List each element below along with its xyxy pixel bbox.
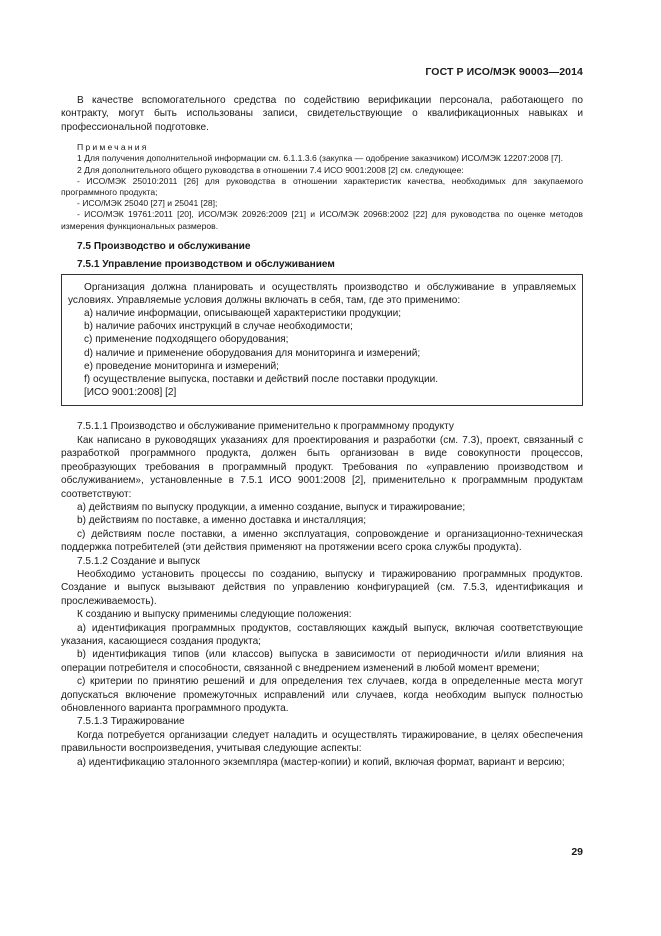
quoted-requirement-box	[61, 274, 583, 407]
box-item-b: b) наличие рабочих инструкций в случае необходимости;	[84, 321, 353, 333]
clause-7512-item-b: b) идентификация типов (или классов) выпуска в зависимости от периодичности и/или влияния на операции потребителя и способности, связанной с внедрением изменений в любой момент времени;	[61, 649, 583, 674]
clause-7512-paragraph-2: К созданию и выпуску применимы следующие положения:	[77, 609, 352, 621]
notes-heading: Примечания	[77, 142, 149, 153]
note-2: 2 Для дополнительного общего руководства в отношении 7.4 ИСО 9001:2008 [2] см. следующее:	[77, 164, 464, 175]
box-item-f: f) осуществление выпуска, поставки и действий после поставки продукции.	[84, 374, 439, 386]
intro-paragraph: В качестве вспомогательного средства по содействию верификации персонала, работающего по контракту, могут быть использованы записи, свидетельствующие о квалификационных навыках и профессиональной подготовке.	[61, 95, 583, 133]
clause-7511-item-a: a) действиям по выпуску продукции, а именно создание, выпуск и тиражирование;	[77, 501, 466, 513]
clause-7512-title: 7.5.1.2 Создание и выпуск	[77, 555, 200, 567]
note-2-item-1: - ИСО/МЭК 25010:2011 [26] для руководства в отношении характеристик качества, необходимых для закупаемого программного продукта;	[61, 175, 583, 198]
standard-header: ГОСТ Р ИСО/МЭК 90003—2014	[425, 66, 583, 78]
box-item-c: c) применение подходящего оборудования;	[84, 334, 289, 346]
clause-7513-paragraph: Когда потребуется организации следует наладить и осуществлять тиражирование, в целях обеспечения правильности воспроизведения, учитывая следующие аспекты:	[61, 729, 583, 755]
box-reference: [ИСО 9001:2008] [2]	[84, 387, 177, 399]
section-title: 7.5 Производство и обслуживание	[77, 240, 251, 252]
clause-7512-paragraph-1: Необходимо установить процессы по созданию, выпуску и тиражированию программных продуктов. Создание и выпуск вызывают действия по управлению конфигурацией (см. 7.5.3, идентификация и прослеживаемость).	[61, 568, 583, 607]
note-1: 1 Для получения дополнительной информации см. 6.1.1.3.6 (закупка — одобрение заказчиком) ИСО/МЭК 12207:2008 [7].	[77, 153, 564, 164]
clause-7511-item-b: b) действиям по поставке, а именно доставка и инсталляция;	[77, 515, 367, 527]
note-2-item-3: - ИСО/МЭК 19761:2011 [20], ИСО/МЭК 20926:2009 [21] и ИСО/МЭК 20968:2002 [22] для руководства по оценке методов измерения функциональных размеров.	[61, 209, 583, 231]
box-item-e: e) проведение мониторинга и измерений;	[84, 360, 279, 372]
box-lead: Организация должна планировать и осуществлять производство и обслуживание в управляемых условиях. Управляемые условия должны включать в себя, там, где это применимо:	[68, 281, 576, 306]
clause-7511-paragraph: Как написано в руководящих указаниях для проектирования и разработки (см. 7.3), проект, связанный с разработкой программного продукта, должен быть организован в виде совокупности процессов, преобразующих требования в программный продукт. Требования по «управлению производством и обслуживанием», установленные в 7.5.1 ИСО 9001:2008 [2], применительно к программным продуктам соответствуют:	[61, 434, 583, 500]
clause-7512-item-c: c) критерии по принятию решений и для определения тех случаев, когда в определенные места могут допускаться включение промежуточных исправлений или случаев, когда необходим выпуск полностью обновленного варианта программного продукта.	[61, 676, 583, 715]
clause-7511-title: 7.5.1.1 Производство и обслуживание применительно к программному продукту	[77, 421, 454, 433]
box-item-a: a) наличие информации, описывающей характеристики продукции;	[84, 308, 402, 320]
page-content	[61, 94, 583, 769]
clause-7512-item-a: a) идентификация программных продуктов, составляющих каждый выпуск, включая соответствующие указания, касающиеся создания продукта;	[61, 622, 583, 647]
clause-7511-item-c: c) действиям после поставки, а именно эксплуатация, сопровождение и организационно-техническая поддержка потребителей (эти действия применяют на протяжении всего срока службы продукта).	[61, 528, 583, 554]
clause-7513-item-a: a) идентификацию эталонного экземпляра (мастер-копии) и копий, включая формат, вариант и версию;	[77, 756, 565, 768]
note-2-item-2: - ИСО/МЭК 25040 [27] и 25041 [28];	[77, 198, 218, 209]
subsection-title: 7.5.1 Управление производством и обслуживанием	[77, 259, 335, 271]
clause-7513-title: 7.5.1.3 Тиражирование	[77, 716, 185, 728]
box-item-d: d) наличие и применение оборудования для мониторинга и измерений;	[84, 347, 421, 359]
page-number: 29	[571, 846, 583, 858]
